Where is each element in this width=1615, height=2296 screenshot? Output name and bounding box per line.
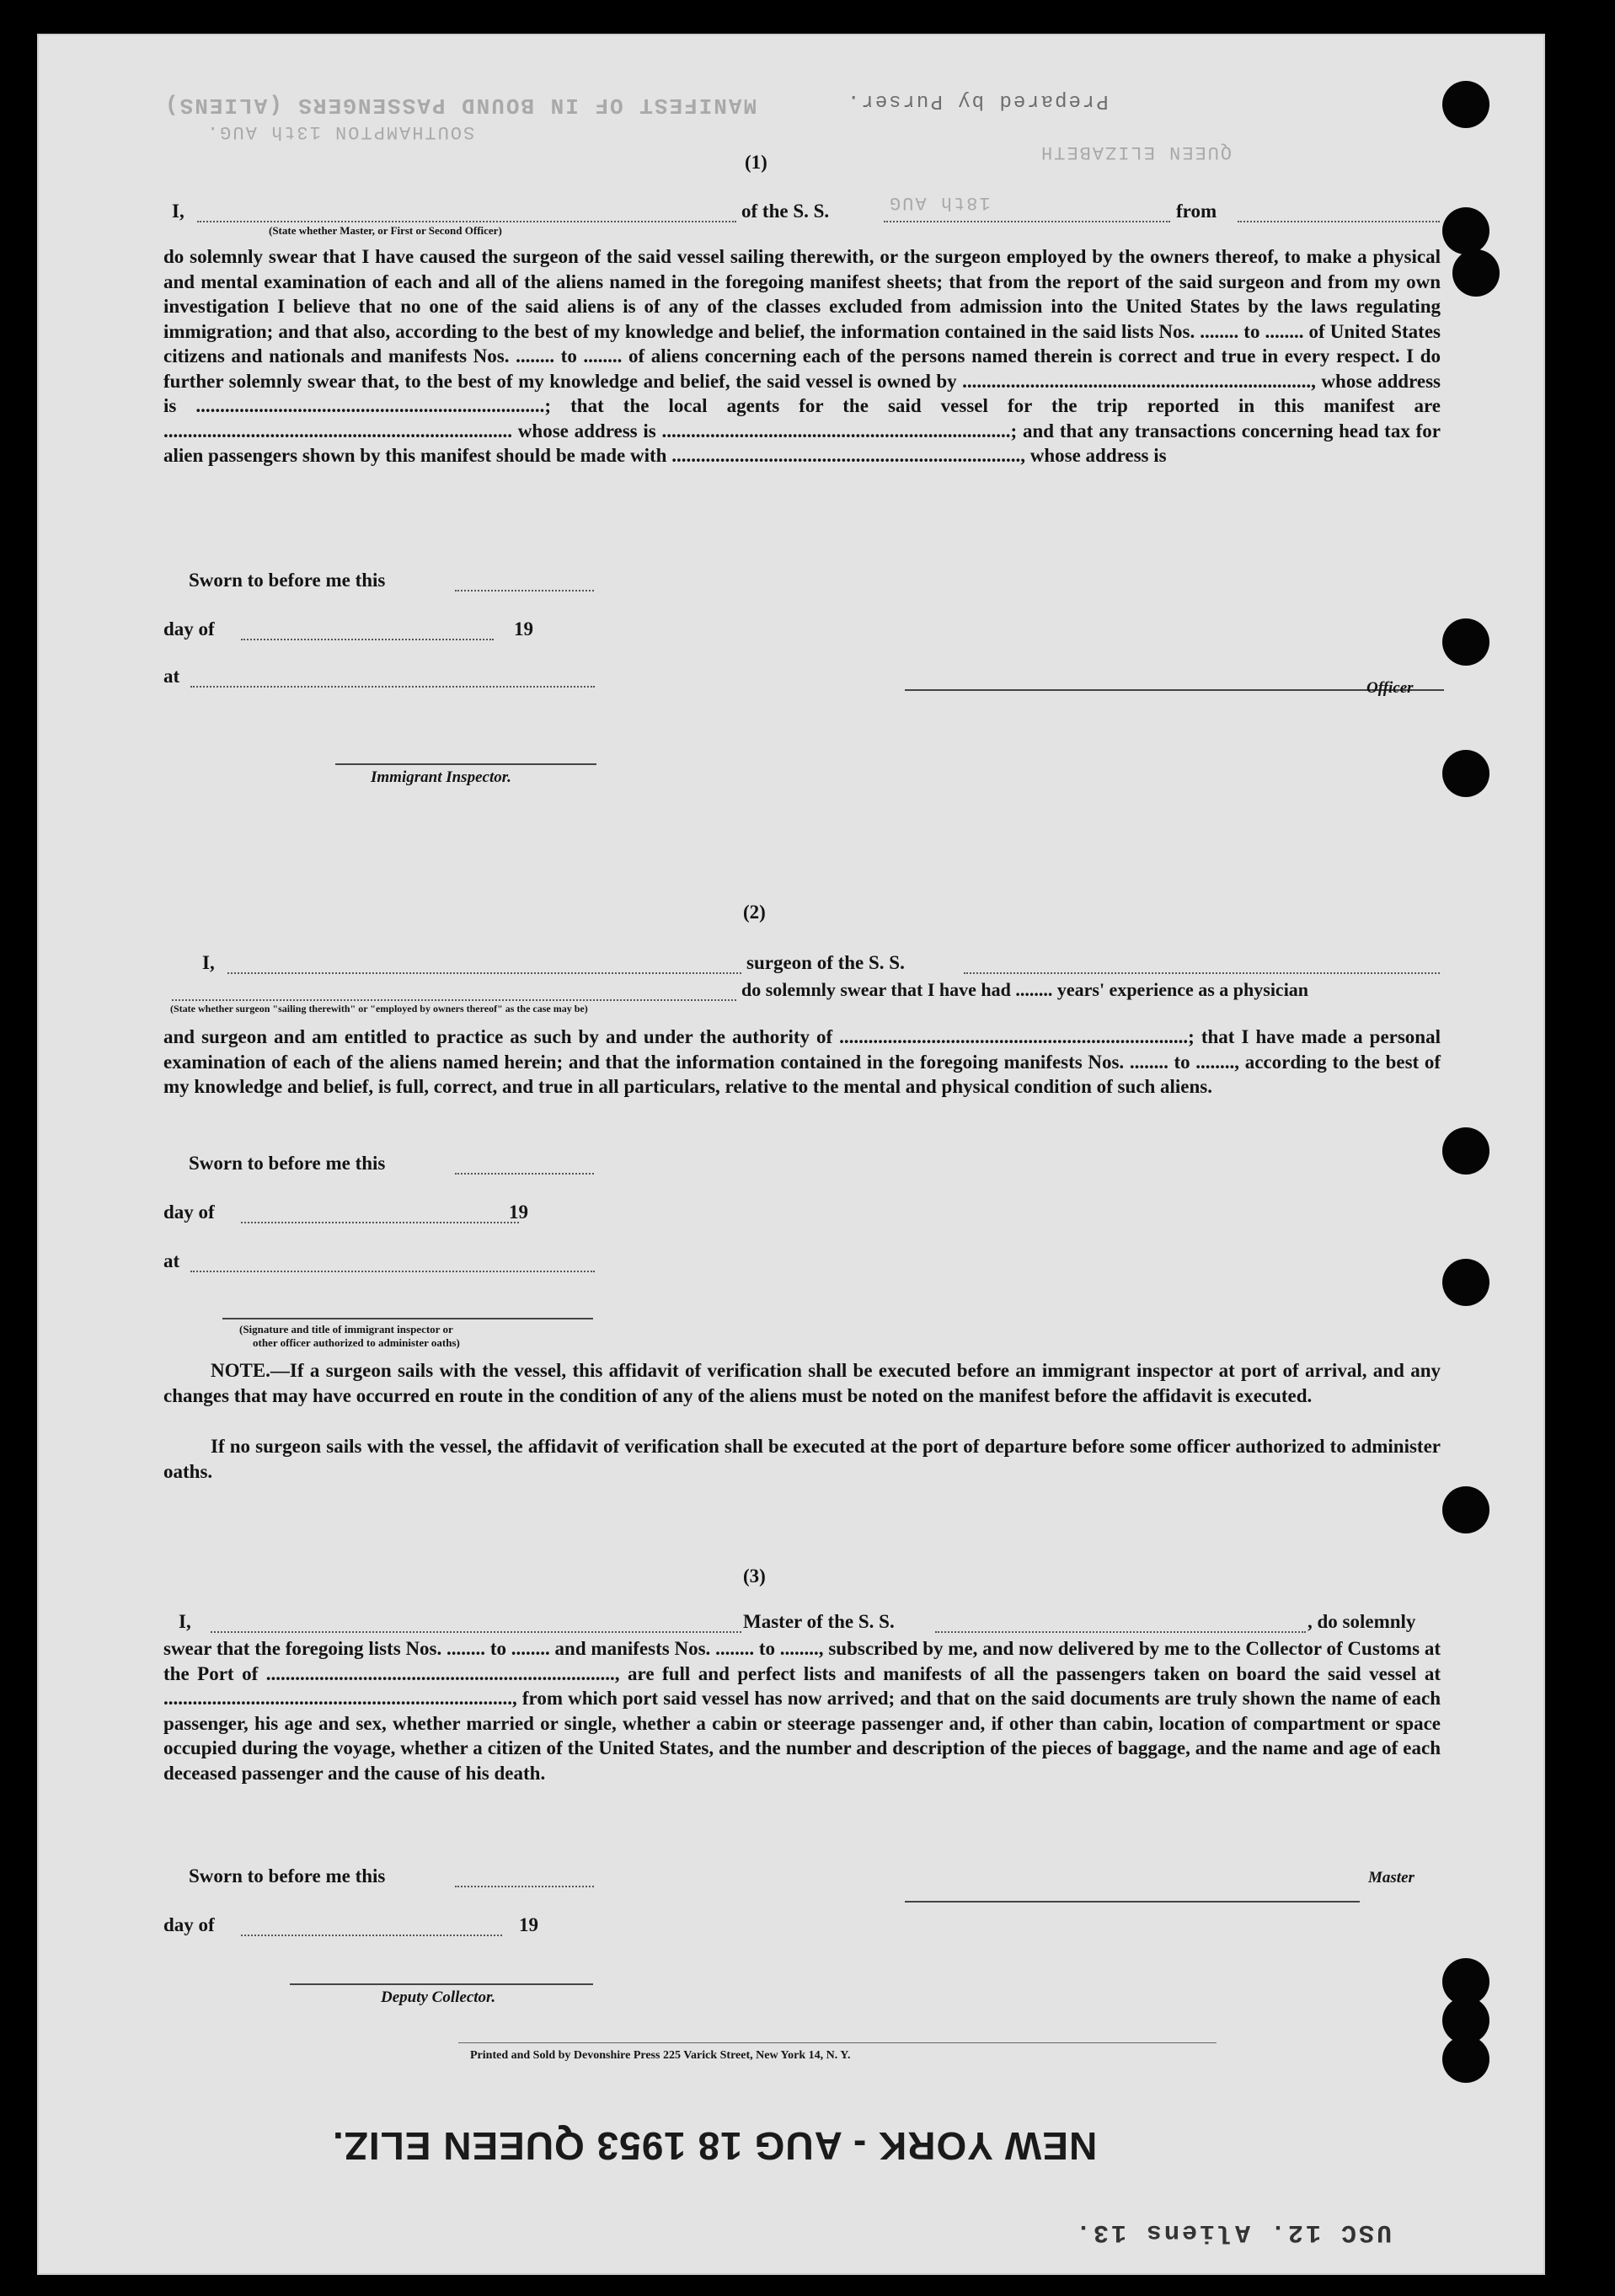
- section-1-number: (1): [745, 152, 767, 173]
- ghost-port: SOUTHAMPTON 13th AUG.: [206, 121, 475, 142]
- s3-sworn-label: Sworn to before me this: [189, 1865, 386, 1887]
- s2-opening-i: I,: [202, 952, 215, 973]
- s1-inspector-signature-line: [335, 763, 596, 765]
- s3-vessel-line: [935, 1631, 1306, 1633]
- s1-at-label: at: [163, 666, 180, 687]
- s3-collector-caption: Deputy Collector.: [381, 1988, 496, 2006]
- section-2-number: (2): [743, 902, 766, 923]
- binder-hole: [1442, 1127, 1489, 1175]
- s3-oath-body: swear that the foregoing lists Nos. ........ to ........ and manifests Nos. ........ to ........, subscribed by me, and now delivered by me to the Collector of Customs at the Port of ........................................................................, are full and perfect lists and manifests of all the passengers taken on board the said vessel at ........................................................................, from which port said vessel has now arrived; and that on the said documents are truly shown the name of each passenger, his age and sex, whether married or single, whether a cabin or steerage passenger and, if other than cabin, location of compartment or space occupied during the voyage, whether a citizen of the United States, and the number and description of the pieces of baggage, and the name and age of each deceased passenger and the cause of his death.: [163, 1638, 1441, 1784]
- binder-hole: [1442, 207, 1489, 254]
- s1-at-line: [190, 686, 595, 688]
- s3-day-of-label: day of: [163, 1914, 215, 1935]
- s2-note-2: If no surgeon sails with the vessel, the affidavit of verification shall be executed at the port of departure before some officer authorized to administer oaths.: [163, 1436, 1441, 1482]
- s2-at-line: [190, 1271, 595, 1272]
- binder-hole: [1442, 618, 1489, 666]
- binder-hole: [1452, 249, 1500, 297]
- s3-master-signature-line: [905, 1901, 1360, 1903]
- ghost-date: 18th AUG: [888, 192, 991, 213]
- s2-capacity-caption: (State whether surgeon "sailing therewith" or "employed by owners thereof" as the case may be): [170, 1003, 588, 1014]
- document-sheet: [37, 34, 1545, 2275]
- s3-year-label: 19: [519, 1914, 538, 1935]
- s1-inspector-caption: Immigrant Inspector.: [371, 768, 511, 786]
- s1-officer-line: [197, 221, 736, 222]
- s1-day-of-label: day of: [163, 618, 215, 640]
- s2-sworn-line: [455, 1173, 594, 1175]
- s2-experience-line: do solemnly swear that I have had ........ years' experience as a physician: [741, 979, 1309, 1000]
- s2-vessel-line: [964, 972, 1440, 974]
- binder-hole: [1442, 2036, 1489, 2083]
- s3-collector-signature-line: [290, 1983, 593, 1985]
- s1-day-line: [241, 639, 494, 640]
- binder-hole: [1442, 81, 1489, 128]
- s3-opening-i: I,: [179, 1611, 191, 1632]
- s2-note-1: NOTE.—If a surgeon sails with the vessel, this affidavit of verification shall be executed before an immigrant inspector at port of arrival, and any changes that may have occurred en route in the condition of any of the aliens must be noted on the manifest before the affidavit is executed.: [163, 1360, 1441, 1406]
- s3-sworn-line: [455, 1886, 594, 1887]
- s2-surgeon-of-ss: surgeon of the S. S.: [746, 952, 905, 973]
- s1-officer-signature-line: [905, 689, 1444, 691]
- s1-year-label: 19: [514, 618, 533, 640]
- s1-officer-caption-label: Officer: [1366, 679, 1414, 697]
- s1-opening-i: I,: [172, 201, 184, 222]
- s2-surgeon-line: [227, 972, 741, 974]
- printer-imprint: Printed and Sold by Devonshire Press 225 Varick Street, New York 14, N. Y.: [470, 2049, 851, 2062]
- s1-sworn-label: Sworn to before me this: [189, 570, 386, 591]
- binder-hole: [1442, 750, 1489, 797]
- s1-officer-caption: (State whether Master, or First or Second Officer): [269, 224, 502, 237]
- s3-master-caption: Master: [1368, 1869, 1414, 1887]
- s1-of-the-ss: of the S. S.: [741, 201, 830, 222]
- s1-from: from: [1176, 201, 1217, 222]
- arrival-stamp: NEW YORK - AUG 18 1953 QUEEN ELIZ.: [332, 2124, 1098, 2168]
- s2-day-line: [241, 1222, 519, 1223]
- ghost-prepared: Prepared by Purser.: [846, 89, 1109, 112]
- s2-signature-caption-2: other officer authorized to administer oaths): [253, 1336, 460, 1349]
- s1-sworn-line: [455, 590, 594, 591]
- binder-hole: [1442, 1486, 1489, 1533]
- s2-day-of-label: day of: [163, 1202, 215, 1223]
- s3-master-line: [211, 1631, 741, 1633]
- ghost-vessel: QUEEN ELIZABETH: [1040, 142, 1233, 163]
- s2-year-label: 19: [509, 1202, 528, 1223]
- bottom-page-tag: USC 12. Aliens 13.: [1073, 2218, 1393, 2246]
- ghost-heading: MANIFEST OF IN BOUND PASSENGERS (ALIENS): [163, 93, 757, 118]
- s2-at-label: at: [163, 1250, 180, 1271]
- s3-day-line: [241, 1935, 502, 1936]
- section-3-number: (3): [743, 1565, 766, 1587]
- s2-signature-caption-1: (Signature and title of immigrant inspector or: [239, 1323, 453, 1335]
- s2-sworn-label: Sworn to before me this: [189, 1153, 386, 1174]
- binder-hole: [1442, 1259, 1489, 1306]
- s2-oath-body: and surgeon and am entitled to practice as such by and under the authority of ........................................................................; that I have made a personal examination of each of the aliens named herein; and that the information contained in the foregoing manifests Nos. ........ to ........, according to the best of my knowledge and belief, is full, correct, and true in all particulars, relative to the mental and physical condition of such aliens.: [163, 1026, 1441, 1097]
- s1-vessel-line: [884, 221, 1170, 222]
- s1-oath-body: do solemnly swear that I have caused the surgeon of the said vessel sailing therewith, or the surgeon employed by the owners thereof, to make a physical and mental examination of each and all of the aliens named in the foregoing manifest sheets; that from the report of the said surgeon and from my own investigation I believe that no one of the said aliens is of any of the classes excluded from admission into the United States by the laws regulating immigration; and that also, according to the best of my knowledge and belief, the information contained in the said lists Nos. ........ to ........ of United States citizens and nationals and manifests Nos. ........ to ........ of aliens concerning each of the persons named therein is correct and true in every respect. I do further solemnly swear that, to the best of my knowledge and belief, the said vessel is owned by ........................................................................, whose address is ........................................................................; that the local agents for the said vessel for the trip reported in this manifest are ........................................................................ whose address is ........................................................................; and that any transactions concerning head tax for alien passengers shown by this manifest should be made with ........................................................................, whose address is: [163, 246, 1441, 466]
- s2-capacity-line: [172, 999, 736, 1001]
- s3-master-of-ss: Master of the S. S.: [743, 1611, 895, 1632]
- s1-from-line: [1238, 221, 1440, 222]
- footer-rule: [458, 2042, 1217, 2043]
- s3-do-solemnly: , do solemnly: [1308, 1611, 1416, 1632]
- s2-signature-line: [222, 1318, 593, 1319]
